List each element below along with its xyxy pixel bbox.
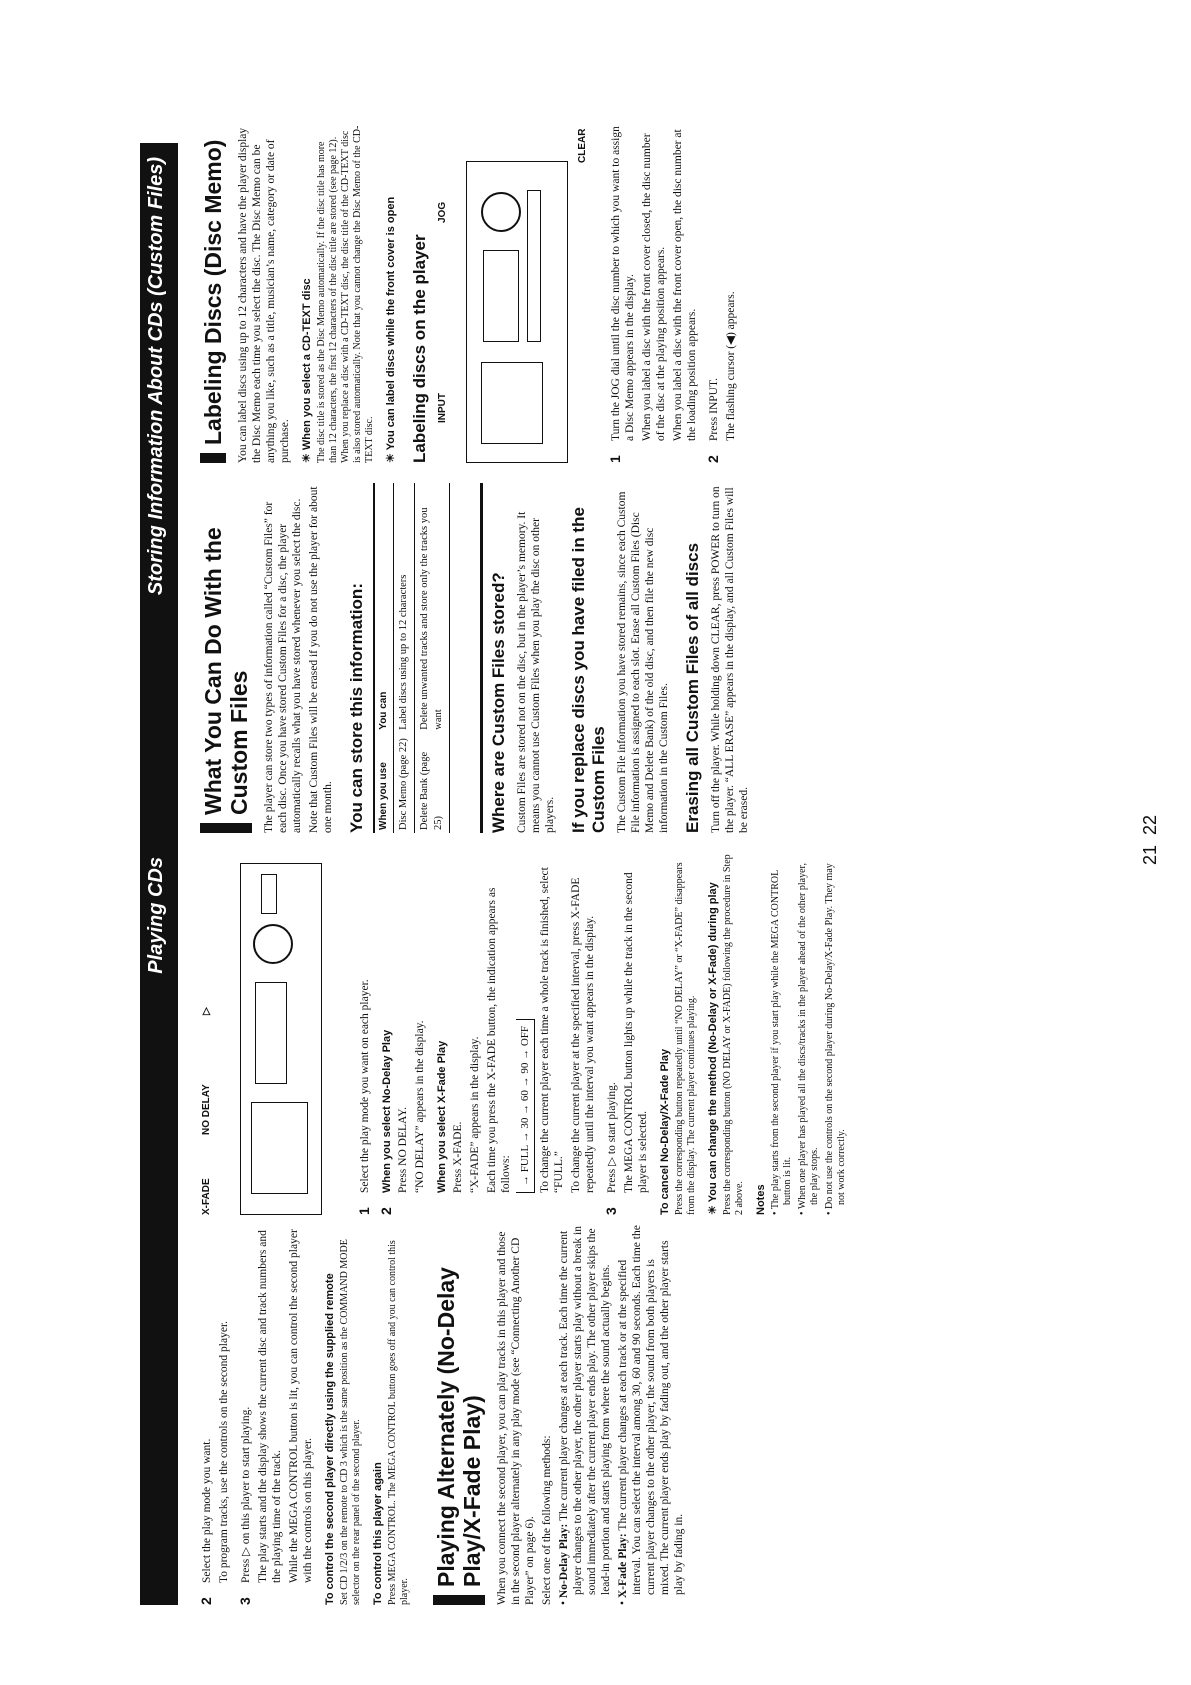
table-row [394, 483, 415, 833]
header-title-right: Storing Information About CDs (Custom Files) [145, 157, 167, 596]
tip-heading: ☀ You can change the method (No-Delay or X-Fade) during play [707, 882, 719, 1215]
note-item: • When one player has played all the discs/tracks in the player ahead of the other player, the play stops. [797, 863, 820, 1215]
label-x-fade: X-FADE [201, 1178, 212, 1215]
select-methods: Select one of the following methods: [541, 1435, 553, 1605]
page-number-right: 22 [1140, 814, 1160, 835]
step-number: 2 [198, 1597, 214, 1605]
cancel-heading: To cancel No-Delay/X-Fade Play [659, 1048, 671, 1215]
step-1-block [358, 850, 372, 1215]
replace-heading: If you replace discs you have filed in the Custom Files [569, 507, 608, 833]
step-number: 3 [603, 1207, 619, 1215]
erase-heading: Erasing all Custom Files of all discs [683, 542, 702, 833]
control-again-heading: To control this player again [372, 1462, 384, 1605]
step-subtext: While the MEGA CONTROL button is lit, you can control the second player with the controls on this player. [288, 1229, 314, 1583]
custom-files-note: Note that Custom Files will be erased if you do not use the player for about one month. [308, 486, 334, 833]
step-3-block [605, 850, 650, 1215]
tip-cd-text-heading: ☀ When you select a CD-TEXT disc [301, 278, 313, 463]
player-illustration-right [436, 123, 601, 463]
step-3-block [239, 1225, 315, 1605]
no-delay-press: Press NO DELAY. [397, 1107, 409, 1193]
cancel-text: Press the corresponding button repeatedly until “NO DELAY” or “X-FADE” disappears from the display. The current player continues playing. [674, 862, 697, 1215]
step-subtext: When you label a disc with the front cover closed, the disc number of the disc at the playing position appears. [641, 133, 667, 441]
label-on-player-heading: Labeling discs on the player [410, 234, 429, 463]
change-full: To change the current player each time a whole track is finished, select “FULL.” [539, 867, 565, 1193]
remote-text: Set CD 1/2/3 on the remote to CD 3 which is the same position as the COMMAND MODE selector on the rear panel of the second player. [339, 1239, 362, 1605]
step-text: Select the play mode you want on each player. [359, 979, 371, 1193]
step-number: 2 [705, 455, 721, 463]
step-text: Turn the JOG dial until the disc number to which you want to assign a Disc Memo appears in the display. [610, 126, 636, 441]
cd-player-drawing [240, 863, 322, 1215]
bullet-heading: No-Delay Play: [558, 1523, 570, 1599]
bullet-text: The current player changes at each track or at the specified interval. You can select the interval among 30, 60 and 90 seconds. Each time the current player changes to the other player, the sound from both players is mixed. The current player ends play by fading out, and the other player starts play by fading in. [617, 1225, 685, 1595]
tip-icon: ☀ [707, 1202, 719, 1215]
table-cell: Delete unwanted tracks and store only the tracks you want [415, 483, 450, 733]
header-band-right [140, 143, 178, 843]
change-interval: To change the current player at the specified interval, press X-FADE repeatedly until the interval you want appears in the display. [570, 877, 596, 1193]
label-clear: CLEAR [577, 128, 588, 163]
notes-heading: Notes [755, 1184, 767, 1215]
disc-memo-intro: You can label discs using up to 12 characters and have the player display the Disc Memo each time you select the disc. The Disc Memo can be anything you like, such as a title, musician’s name, category or date of purchase. [237, 127, 291, 463]
label-input: INPUT [437, 393, 448, 423]
section-title-disc-memo: Labeling Discs (Disc Memo) [200, 123, 226, 463]
right-column-1 [200, 483, 754, 833]
page-number-left: 21 [1140, 844, 1160, 865]
table-row [415, 483, 450, 833]
bullet-heading: X-Fade Play: [617, 1533, 629, 1599]
custom-files-intro: The player can store two types of information called “Custom Files” for each disc. Once you have stored Custom Files for a disc, the player automatically recalls what you have stored whenever you select the disc. [263, 498, 303, 833]
tip-cd-text-text: The disc title is stored as the Disc Memo automatically. If the disc title has more than 12 characters, the first 12 characters of the disc title are stored (see page 12). When you replace a disc with a CD-TEXT disc, the disc title of the CD-TEXT disc is also stored automatically. Note that you cannot change the Disc Memo of the CD-TEXT disc. [316, 125, 375, 463]
player-illustration-left [200, 850, 350, 1215]
table-header-cell: When you use [374, 733, 394, 833]
step-2-block [707, 123, 738, 463]
bullet-text: The current player changes at each track. Each time the current player changes to the other player, the other player starts play without a break in sound immediately after the current player ends play. The other player skips the lead-in portion and starts playing from where the sound actually begins. [558, 1225, 612, 1595]
cd-player-drawing [466, 161, 568, 463]
step-text: Press INPUT. [708, 377, 720, 441]
custom-files-table [373, 483, 450, 833]
table-header-row [374, 483, 394, 833]
x-fade-heading: When you select X-Fade Play [436, 1040, 448, 1193]
section-title-custom-files: What You Can Do With the Custom Files [200, 483, 252, 833]
x-fade-press: Press X-FADE. [452, 1121, 464, 1193]
table-cell: Label discs using up to 12 characters [394, 483, 415, 733]
page-left [0, 843, 1191, 1685]
step-subtext: The play starts and the display shows the current disc and track numbers and the playing time of the track. [257, 1230, 283, 1583]
table-header-cell: You can [374, 483, 394, 733]
section-title-alternate: Playing Alternately (No-Delay Play/X-Fade Play) [433, 1225, 485, 1605]
step-2-block [380, 850, 597, 1215]
step-subtext: To program tracks, use the controls on the second player. [218, 1320, 230, 1583]
step-number: 1 [607, 455, 623, 463]
header-band-left [140, 843, 178, 1605]
where-text: Custom Files are stored not on the disc, but in the player’s memory. It means you cannot use Custom Files when you play the disc on other players. [516, 511, 556, 833]
step-text: Press ▷ on this player to start playing. [240, 1406, 252, 1583]
label-play: ▷ [201, 1007, 212, 1015]
no-delay-heading: When you select No-Delay Play [381, 1029, 393, 1193]
step-subtext: When you label a disc with the front cover open, the disc number at the loading position appears. [672, 129, 698, 441]
step-number: 1 [356, 1207, 372, 1215]
remote-heading: To control the second player directly using the supplied remote [324, 1273, 336, 1605]
store-heading: You can store this information: [347, 583, 366, 833]
step-text: Press ▷ to start playing. [606, 1082, 618, 1193]
no-delay-display: “NO DELAY” appears in the display. [414, 1020, 426, 1193]
bullet-no-delay: • No-Delay Play: The current player changes at each track. Each time the current player changes to the other player, the other player starts play without a break in sound immediately after the current player ends play. The other player skips the lead-in portion and starts playing from where the sound actually begins. [558, 1225, 612, 1605]
x-fade-display: “X-FADE” appears in the display. [469, 1036, 481, 1193]
label-jog: JOG [437, 201, 448, 223]
header-title-left: Playing CDs [145, 857, 167, 974]
step-subtext: The MEGA CONTROL button lights up while the track in the second player is selected. [623, 872, 649, 1193]
step-subtext: The flashing cursor (◀) appears. [725, 291, 737, 441]
tip-icon: ☀ [385, 450, 397, 463]
label-no-delay: NO DELAY [201, 1084, 212, 1135]
x-fade-each-time: Each time you press the X-FADE button, the indication appears as follows: [486, 887, 512, 1193]
x-fade-sequence: → FULL → 30 → 60 → 90 → OFF [516, 1019, 535, 1193]
right-column-2 [200, 123, 746, 463]
table-cell: Delete Bank (page 25) [415, 733, 450, 833]
alternate-intro: When you connect the second player, you can play tracks in this player and those in the second player alternately in any play mode (see “Connecting Another CD Player” on page 6). [496, 1231, 536, 1605]
table-cell: Disc Memo (page 22) [394, 733, 415, 833]
erase-text: Turn off the player. While holding down CLEAR, press POWER to turn on the player. “ALL ERASE” appears in the display, and all Custom Files will be erased. [710, 486, 750, 833]
where-heading: Where are Custom Files stored? [480, 483, 509, 833]
tip-icon: ☀ [301, 450, 313, 463]
step-1-block [609, 123, 699, 463]
replace-text: The Custom File information you have stored remains, since each Custom File information is assigned to each slot. Erase all Custom Files (Disc Memo and Delete Bank) of the old disc, and then file the new disc information in the Custom Files. [616, 491, 670, 833]
bullet-x-fade: • X-Fade Play: The current player changes at each track or at the specified interval. You can select the interval among 30, 60 and 90 seconds. Each time the current player changes to the other player, the sound from both players is mixed. The current player ends play by fading out, and the other player starts play by fading in. [617, 1225, 685, 1605]
note-item: • Do not use the controls on the second player during No-Delay/X-Fade Play. They may not work correctly. [824, 863, 847, 1215]
step-number: 2 [378, 1207, 394, 1215]
control-again-text: Press MEGA CONTROL. The MEGA CONTROL button goes off and you can control this player. [387, 1240, 410, 1605]
step-number: 3 [237, 1597, 253, 1605]
step-text: Select the play mode you want. [201, 1438, 213, 1583]
tip-front-cover-heading: ☀ You can label discs while the front cover is open [385, 196, 397, 463]
tip-text: Press the corresponding button (NO DELAY or X-FADE) following the procedure in Step 2 above. [722, 854, 745, 1215]
note-item: • The play starts from the second player if you start play while the MEGA CONTROL button is lit. [770, 870, 793, 1215]
left-column-2 [200, 850, 851, 1215]
left-column-1 [200, 1225, 689, 1605]
step-2-block [200, 1225, 231, 1605]
